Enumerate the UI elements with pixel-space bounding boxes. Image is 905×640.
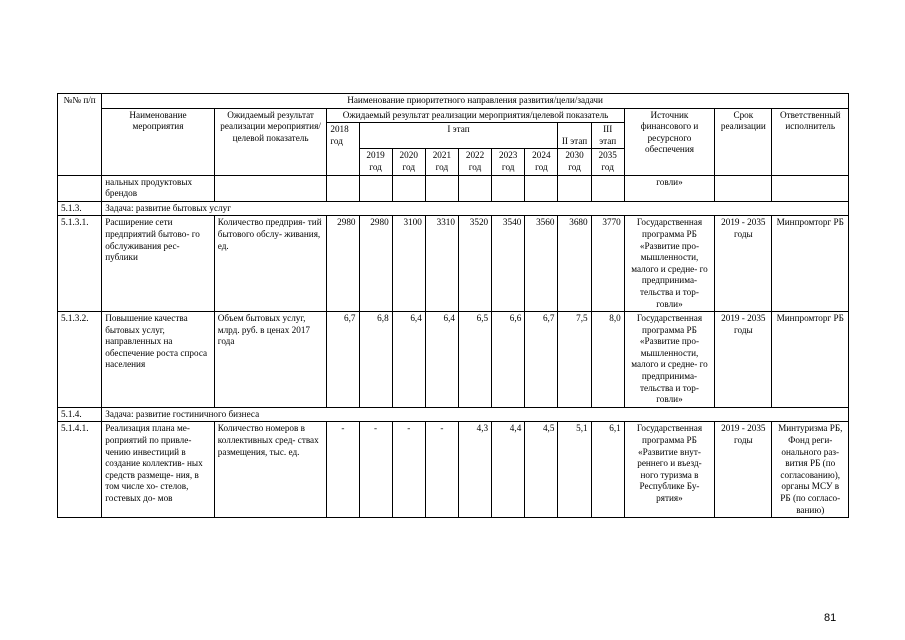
row-resp: Минтуризма РБ, Фонд реги- онального раз- вития РБ (по согласованию), органы МСУ в РБ (по согласо- ванию)	[772, 422, 849, 518]
header-year-cell: 2024 год	[525, 149, 558, 175]
table-row	[58, 312, 849, 408]
header-year-cell: 2021 год	[425, 149, 458, 175]
header-top-title: Наименование приоритетного направления развития/цели/задачи	[102, 94, 849, 109]
value-cell: -	[392, 422, 425, 518]
value-cell: 6,4	[425, 312, 458, 408]
value-cell: 3520	[458, 216, 491, 312]
value-cell: 6,6	[492, 312, 525, 408]
value-cell: 3100	[392, 216, 425, 312]
value-cell: 6,5	[458, 312, 491, 408]
header-year-cell: 2030 год	[558, 149, 591, 175]
header-stage-1: I этап	[359, 123, 558, 149]
row-source: Государственная программа РБ «Развитие внут- реннего и въезд- ного туризма в Республике Бу- рятия»	[624, 422, 714, 518]
header-year-cell: 2023 год	[492, 149, 525, 175]
section-title: Задача: развитие гостиничного бизнеса	[102, 407, 849, 422]
header-stage-2: II этап	[558, 123, 591, 149]
row-term: 2019 - 2035 годы	[715, 216, 772, 312]
table-row	[58, 422, 849, 518]
row-name: Повышение качества бытовых услуг, направленных на обеспечение роста спроса населения	[102, 312, 215, 408]
header-year-cell: 2019 год	[359, 149, 392, 175]
table-row	[58, 216, 849, 312]
value-cell: 3540	[492, 216, 525, 312]
header-num: №№ п/п	[58, 94, 102, 176]
value-cell: 6,7	[327, 312, 359, 408]
value-cell: -	[327, 422, 359, 518]
value-cell: 4,3	[458, 422, 491, 518]
row-num: 5.1.4.1.	[58, 422, 102, 518]
header-resp: Ответственный исполнитель	[772, 108, 849, 175]
header-group: Ожидаемый результат реализации мероприятия/целевой показатель	[327, 108, 624, 123]
row-indicator: Объем бытовых услуг, млрд. руб. в ценах 2017 года	[214, 312, 327, 408]
row-name: Расширение сети предприятий бытово- го обслуживания рес- публики	[102, 216, 215, 312]
header-stage-3: III этап	[591, 123, 624, 149]
page-number: 81	[824, 612, 837, 624]
row-resp: Минпромторг РБ	[772, 312, 849, 408]
row-term: 2019 - 2035 годы	[715, 312, 772, 408]
value-cell: 6,8	[359, 312, 392, 408]
header-year-cell: 2020 год	[392, 149, 425, 175]
row-source: Государственная программа РБ «Развитие про- мышленности, малого и средне- го предпринима- тельства и тор- говли»	[624, 312, 714, 408]
table-row	[58, 175, 849, 201]
row-resp: Минпромторг РБ	[772, 216, 849, 312]
section-num: 5.1.4.	[58, 407, 102, 422]
header-expected: Ожидаемый результат реализации мероприятия/целевой показатель	[214, 108, 327, 175]
row-indicator: Количество номеров в коллективных сред- ствах размещения, тыс. ед.	[214, 422, 327, 518]
value-cell: 3560	[525, 216, 558, 312]
value-cell: 3310	[425, 216, 458, 312]
section-title: Задача: развитие бытовых услуг	[102, 201, 849, 216]
row-source: Государственная программа РБ «Развитие про- мышленности, малого и средне- го предпринима- тельства и тор- говли»	[624, 216, 714, 312]
header-name: Наименование мероприятия	[102, 108, 215, 175]
value-cell: 8,0	[591, 312, 624, 408]
value-cell: 4,4	[492, 422, 525, 518]
value-cell: 3680	[558, 216, 591, 312]
plan-table	[57, 93, 849, 518]
value-cell: 2980	[359, 216, 392, 312]
row-term: 2019 - 2035 годы	[715, 422, 772, 518]
header-year-cell: 2022 год	[458, 149, 491, 175]
value-cell: 6,7	[525, 312, 558, 408]
row-num: 5.1.3.2.	[58, 312, 102, 408]
row-indicator: Количество предприя- тий бытового обслу- живания, ед.	[214, 216, 327, 312]
value-cell: -	[425, 422, 458, 518]
value-cell: 6,4	[392, 312, 425, 408]
value-cell: 6,1	[591, 422, 624, 518]
section-row	[58, 407, 849, 422]
row-name: Реализация плана ме- роприятий по привле- чению инвестиций в создание коллектив- ных средств размеще- ния, в том числе хо- стелов, гостевых до- мов	[102, 422, 215, 518]
row-num: 5.1.3.1.	[58, 216, 102, 312]
value-cell: 4,5	[525, 422, 558, 518]
value-cell: 2980	[327, 216, 359, 312]
section-row	[58, 201, 849, 216]
header-year-cell: 2035 год	[591, 149, 624, 175]
continuation-name: нальных продуктовых брендов	[102, 175, 215, 201]
section-num: 5.1.3.	[58, 201, 102, 216]
value-cell: -	[359, 422, 392, 518]
header-year-2018: 2018 год	[327, 123, 359, 175]
continuation-source: говли»	[624, 175, 714, 201]
value-cell: 3770	[591, 216, 624, 312]
value-cell: 5,1	[558, 422, 591, 518]
header-source: Источник финансового и ресурсного обеспечения	[624, 108, 714, 175]
header-term: Срок реализации	[715, 108, 772, 175]
value-cell: 7,5	[558, 312, 591, 408]
